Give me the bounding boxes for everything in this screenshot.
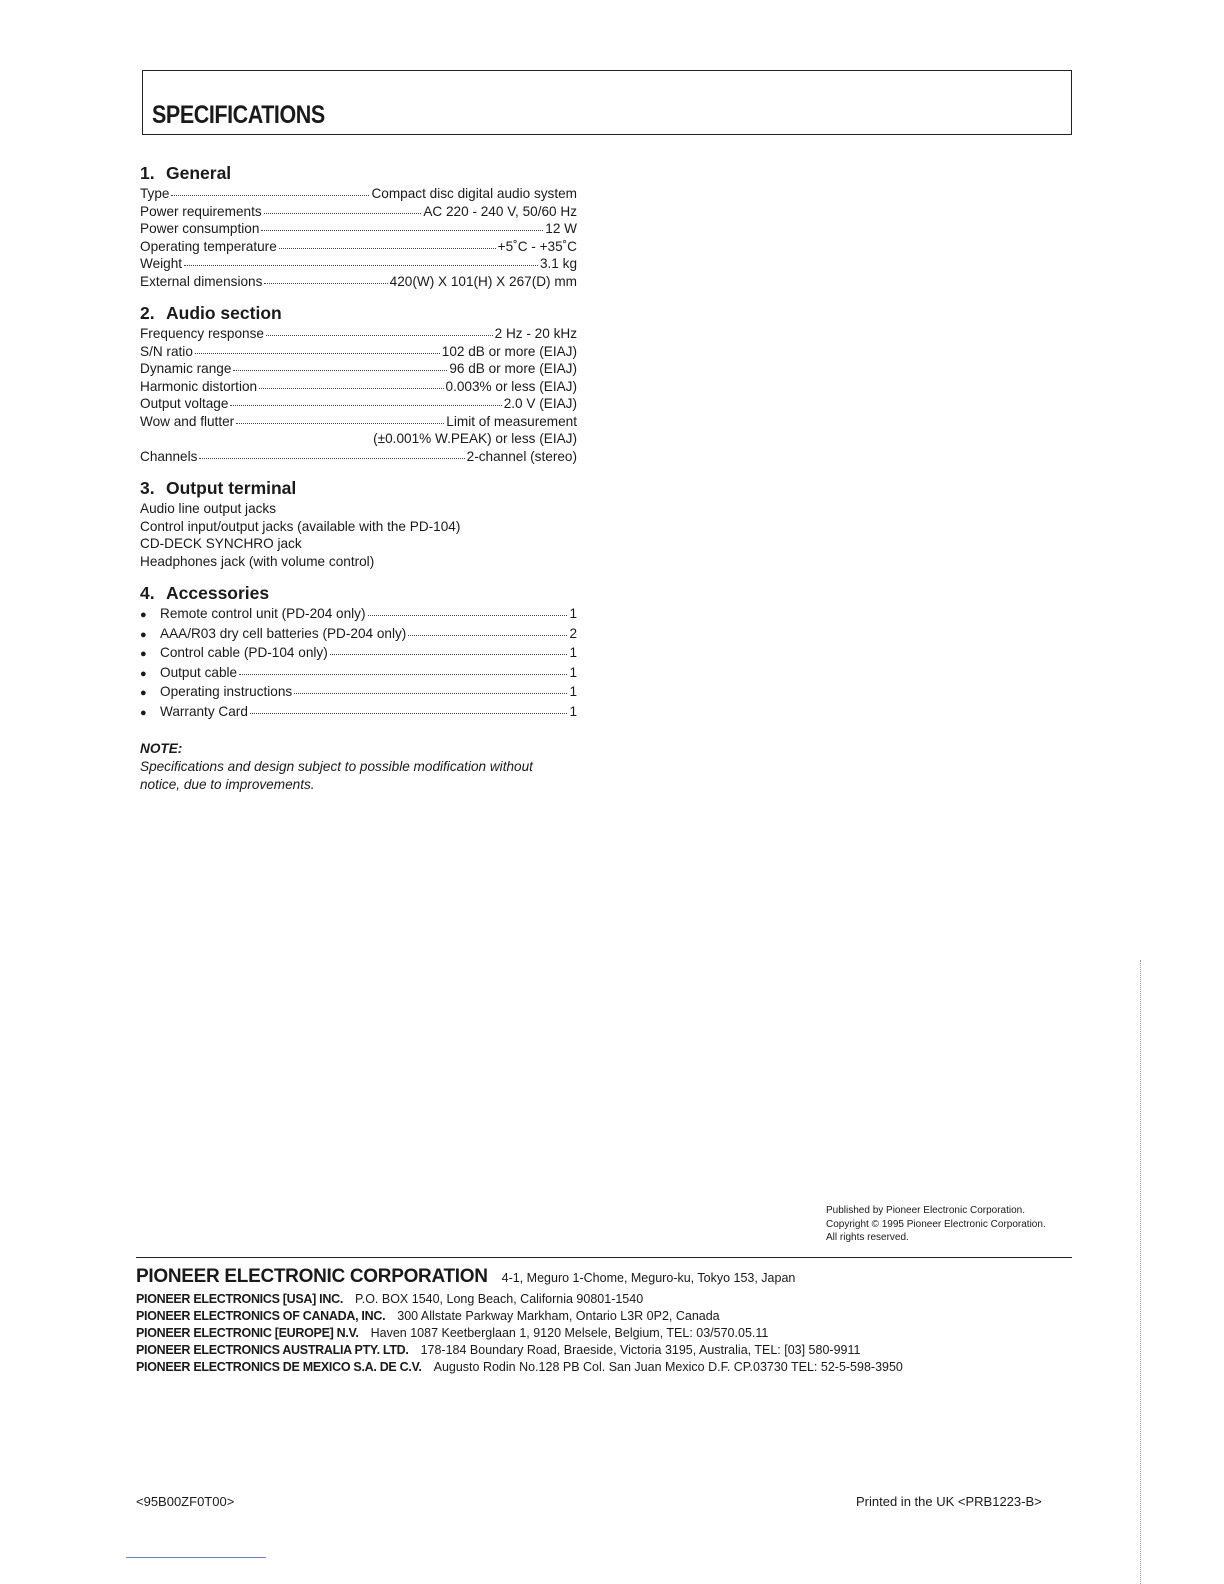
specifications-body xyxy=(140,162,577,793)
bullet-icon: ● xyxy=(140,628,147,641)
note-text-line: notice, due to improvements. xyxy=(140,776,315,792)
accessory-item: ● Remote control unit (PD-204 only) 1 xyxy=(140,605,577,625)
bullet-icon: ● xyxy=(140,706,147,719)
scan-artifact-line xyxy=(126,1557,266,1558)
office-line: PIONEER ELECTRONICS [USA] INC. P.O. BOX 1540, Long Beach, California 90801-1540 xyxy=(136,1292,644,1306)
spec-row: External dimensions 420(W) X 101(H) X 267(D) mm xyxy=(140,273,577,291)
spec-row: Harmonic distortion 0.003% or less (EIAJ) xyxy=(140,378,577,396)
spec-row: Wow and flutter Limit of measurement xyxy=(140,413,577,431)
spec-row: S/N ratio 102 dB or more (EIAJ) xyxy=(140,343,577,361)
spec-row: Dynamic range 96 dB or more (EIAJ) xyxy=(140,360,577,378)
divider xyxy=(136,1257,1072,1258)
note-text-line: Specifications and design subject to possible modification without xyxy=(140,759,533,774)
spec-row: Power requirements AC 220 - 240 V, 50/60 Hz xyxy=(140,203,577,221)
accessory-item: ● AAA/R03 dry cell batteries (PD-204 only) 2 xyxy=(140,625,577,645)
page-title: SPECIFICATIONS xyxy=(152,101,325,129)
publisher-note: Published by Pioneer Electronic Corporation. Copyright © 1995 Pioneer Electronic Corporation. All rights reserved. xyxy=(826,1205,1046,1243)
bullet-icon: ● xyxy=(140,609,147,621)
accessory-item: ● Output cable 1 xyxy=(140,664,577,684)
office-line: PIONEER ELECTRONICS DE MEXICO S.A. DE C.V. Augusto Rodin No.128 PB Col. San Juan Mexico D.F. CP.03730 TEL: 52-5-598-3950 xyxy=(136,1360,903,1374)
document-code: <95B00ZF0T00> xyxy=(136,1494,235,1509)
spec-row: Frequency response 2 Hz - 20 kHz xyxy=(140,325,577,343)
output-line: Headphones jack (with volume control) xyxy=(140,553,375,569)
output-line: CD-DECK SYNCHRO jack xyxy=(140,536,302,551)
specifications-header xyxy=(142,70,1072,135)
scan-margin-edge xyxy=(1140,960,1141,1584)
output-line: Audio line output jacks xyxy=(140,501,277,516)
wow-flutter-continuation: (±0.001% W.PEAK) or less (EIAJ) xyxy=(373,431,577,446)
accessory-item: ● Control cable (PD-104 only) 1 xyxy=(140,644,577,664)
bullet-icon: ● xyxy=(140,687,147,699)
bullet-icon: ● xyxy=(140,667,147,680)
corporation-name: PIONEER ELECTRONIC CORPORATION 4-1, Meguro 1-Chome, Meguro-ku, Tokyo 153, Japan xyxy=(136,1266,796,1287)
spec-row: Output voltage 2.0 V (EIAJ) xyxy=(140,395,577,413)
section-output-title: 3. Output terminal xyxy=(140,478,297,498)
spec-row: Channels 2-channel (stereo) xyxy=(140,448,577,466)
office-line: PIONEER ELECTRONICS AUSTRALIA PTY. LTD. 178-184 Boundary Road, Braeside, Victoria 3195, Australia, TEL: [03] 580-9911 xyxy=(136,1343,861,1357)
corporation-block xyxy=(136,1264,903,1376)
section-general-title: 1. General xyxy=(140,163,232,183)
section-audio-title: 2. Audio section xyxy=(140,303,282,323)
print-info: Printed in the UK <PRB1223-B> xyxy=(856,1494,1042,1509)
accessory-item: ● Operating instructions 1 xyxy=(140,683,577,703)
spec-row: Power consumption 12 W xyxy=(140,220,577,238)
spec-row: Type Compact disc digital audio system xyxy=(140,185,577,203)
office-line: PIONEER ELECTRONIC [EUROPE] N.V. Haven 1087 Keetberglaan 1, 9120 Melsele, Belgium, TEL: 03/570.05.11 xyxy=(136,1326,769,1340)
accessory-item: ● Warranty Card 1 xyxy=(140,703,577,723)
bullet-icon: ● xyxy=(140,648,147,660)
spec-row: Operating temperature +5˚C - +35˚C xyxy=(140,238,577,256)
output-line: Control input/output jacks (available with the PD-104) xyxy=(140,518,461,534)
note-title: NOTE: xyxy=(140,741,183,756)
office-line: PIONEER ELECTRONICS OF CANADA, INC. 300 Allstate Parkway Markham, Ontario L3R 0P2, Canada xyxy=(136,1309,720,1323)
section-accessories-title: 4. Accessories xyxy=(140,583,270,603)
spec-row: Weight 3.1 kg xyxy=(140,255,577,273)
